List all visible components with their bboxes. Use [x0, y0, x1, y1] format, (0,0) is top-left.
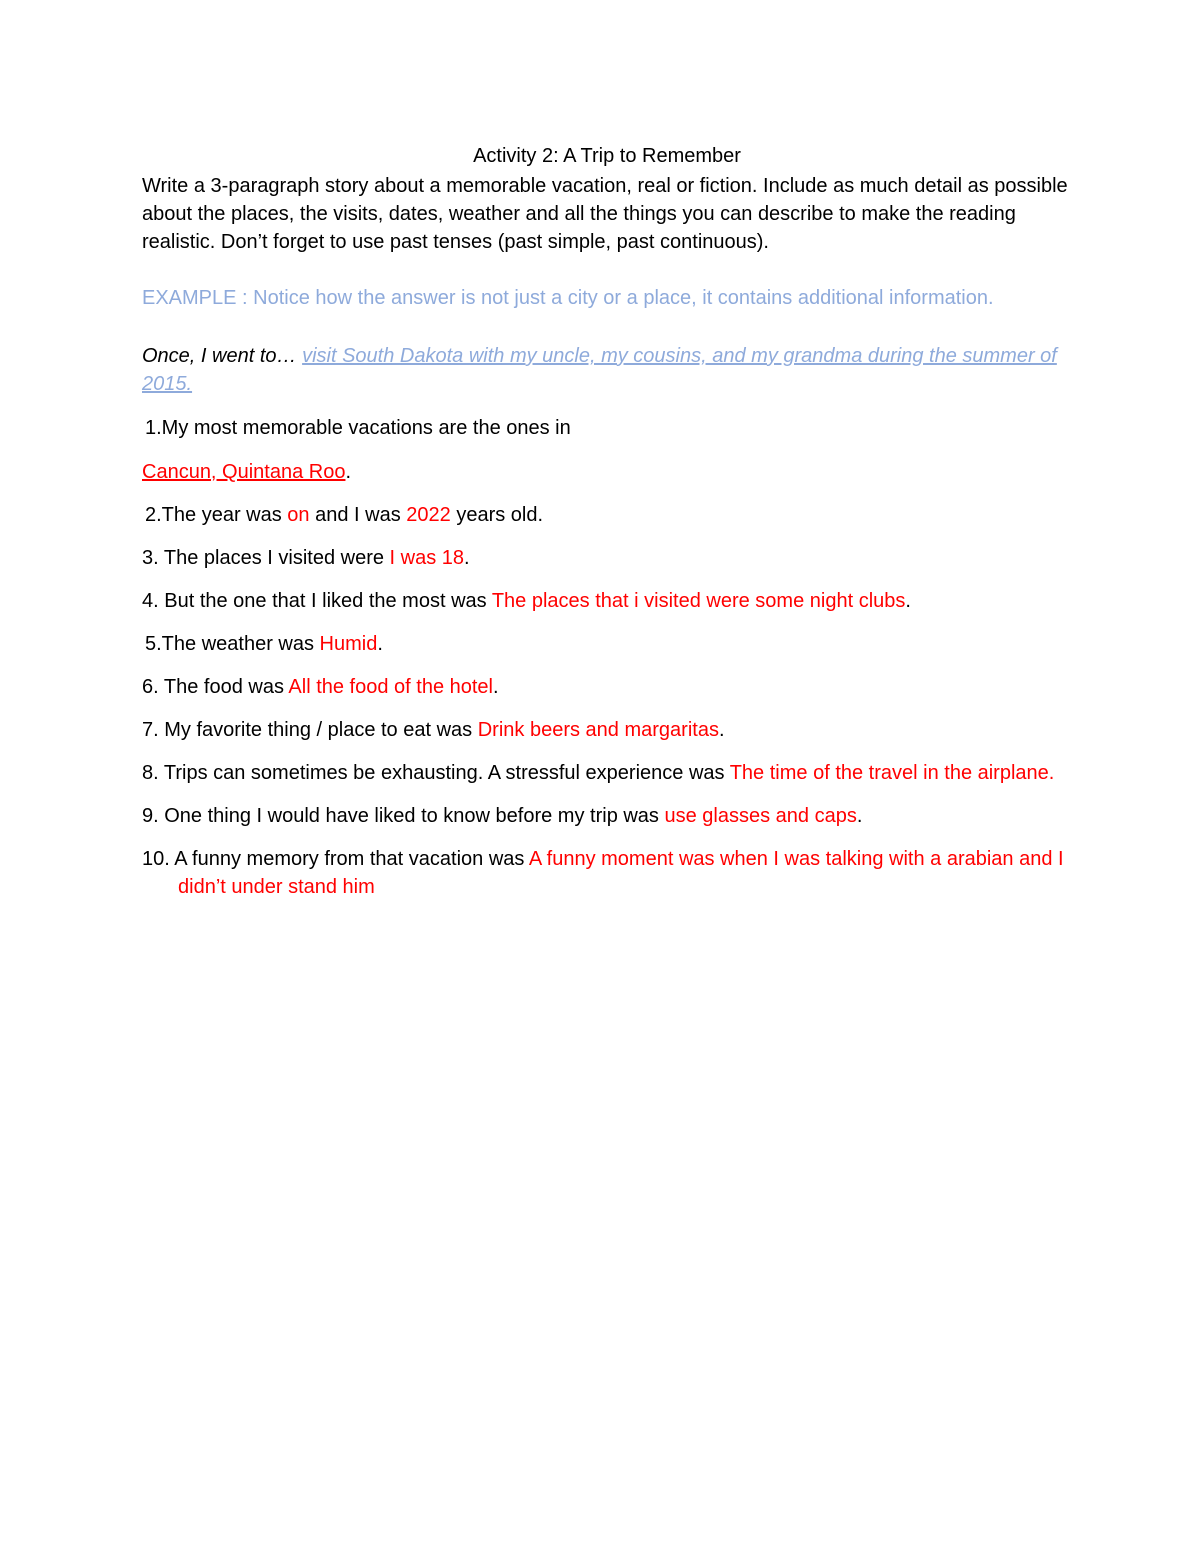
question-4 [142, 587, 1072, 615]
question-3-prompt: 3. The places I visited were [142, 547, 390, 569]
example-sentence [142, 342, 1072, 398]
question-7-answer: Drink beers and margaritas [477, 719, 719, 741]
question-1 [142, 414, 1072, 442]
question-8 [142, 759, 1072, 787]
question-4-prompt: 4. But the one that I liked the most was [142, 590, 492, 612]
instructions-paragraph: Write a 3-paragraph story about a memorable vacation, real or fiction. Include as much detail as possible about the places, the visits, dates, weather and all the things you can describe to make the reading realistic. Don’t forget to use past tenses (past simple, past continuous). [142, 175, 1068, 253]
question-6-prompt: 6. The food was [142, 676, 289, 698]
example-answer: visit South Dakota with my uncle, my cousins, and my grandma during the summer of 2015. [142, 345, 1057, 395]
question-9-end: . [856, 805, 863, 827]
question-2-middle: and I was [309, 504, 407, 526]
question-5-prompt: 5.The weather was [145, 633, 320, 655]
question-10-answer: A funny moment was when I was talking with a arabian and I didn’t under stand him [178, 848, 1064, 898]
question-2-prompt: 2.The year was [145, 504, 288, 526]
question-7-prompt: 7. My favorite thing / place to eat was [142, 719, 478, 741]
question-9-answer: use glasses and caps [664, 805, 857, 827]
question-5-answer: Humid [319, 633, 378, 655]
question-1-answer-line [142, 458, 1072, 486]
question-6 [142, 673, 1072, 701]
question-6-end: . [493, 676, 499, 698]
question-10 [142, 845, 1072, 901]
question-8-answer: The time of the travel in the airplane. [729, 762, 1055, 784]
question-5 [142, 630, 1072, 658]
question-10-prompt: 10. A funny memory from that vacation was [142, 848, 529, 870]
question-3-end: . [464, 547, 470, 569]
question-5-end: . [377, 633, 383, 655]
question-9 [142, 802, 1072, 830]
question-4-end: . [905, 590, 911, 612]
question-6-answer: All the food of the hotel [288, 676, 493, 698]
question-7-end: . [718, 719, 725, 741]
example-note: EXAMPLE : Notice how the answer is not just a city or a place, it contains additional information. [142, 287, 994, 309]
question-2 [142, 501, 1072, 529]
question-9-prompt: 9. One thing I would have liked to know before my trip was [142, 805, 665, 827]
question-1-end: . [345, 461, 352, 483]
question-2-answer: on [287, 504, 310, 526]
question-3 [142, 544, 1072, 572]
question-1-answer: Cancun, Quintana Roo [142, 461, 346, 483]
example-prompt: Once, I went to… [142, 345, 303, 367]
question-1-prompt: 1.My most memorable vacations are the ones in [145, 417, 571, 439]
question-3-answer: I was 18 [389, 547, 465, 569]
question-2-answer-2: 2022 [406, 504, 451, 526]
question-7 [142, 716, 1072, 744]
question-8-prompt: 8. Trips can sometimes be exhausting. A stressful experience was [142, 762, 730, 784]
question-2-end: years old. [450, 504, 544, 526]
question-4-answer: The places that i visited were some night clubs [491, 590, 906, 612]
page-title: Activity 2: A Trip to Remember [473, 145, 741, 167]
document-body [142, 142, 1072, 901]
